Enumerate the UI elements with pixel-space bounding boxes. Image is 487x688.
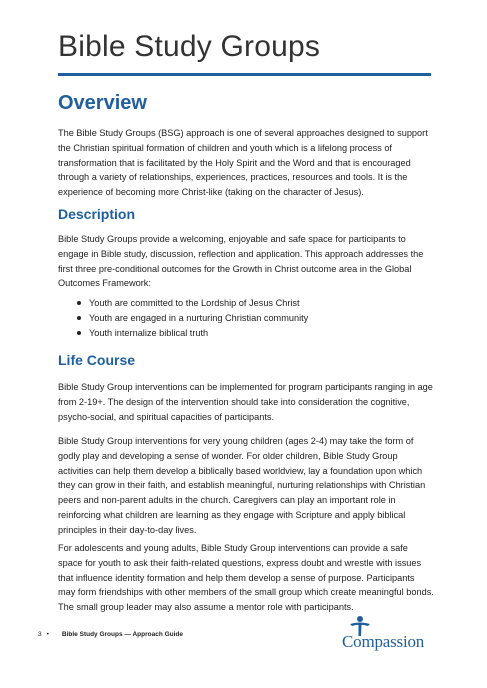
description-paragraph: Bible Study Groups provide a welcoming, enjoyable and safe space for participants to engage in Bible study, discussion, reflection and application. This approach addresses the first three pre-conditional outcomes for the Growth in Christ outcome area in the Global Outcomes Framework: [58, 234, 424, 289]
bullet-icon [77, 316, 81, 320]
list-item-text: Youth are committed to the Lordship of Jesus Christ [89, 298, 300, 308]
list-item [58, 296, 308, 311]
overview-heading: Overview [58, 92, 147, 114]
bullet-icon [77, 301, 81, 305]
description-heading: Description [58, 206, 136, 222]
page-number: 3 [38, 631, 42, 638]
list-item [58, 326, 308, 341]
overview-paragraph: The Bible Study Groups (BSG) approach is one of several approaches designed to support the Christian spiritual formation of children and youth which is a lifelong process of transformation that is facilitated by the Holy Spirit and the Word and that is encouraged through a variety of relationships, experiences, practices, resources and tools. It is the experience of becoming more Christ-like (taking on the character of Jesus). [58, 128, 428, 198]
life-course-paragraph: Bible Study Group interventions can be implemented for program participants ranging in age from 2-19+. The design of the intervention should take into consideration the cognitive, psycho-social, and spiritual capacities of participants. [58, 382, 433, 422]
page-footer [38, 631, 183, 638]
life-course-heading: Life Course [58, 352, 136, 368]
bullet-icon [77, 331, 81, 335]
compassion-logo [342, 615, 442, 655]
life-course-paragraph: Bible Study Group interventions for very young children (ages 2-4) may take the form of godly play and developing a sense of wonder. For older children, Bible Study Group activities can help them develop a biblically based worldview, lay a foundation upon which they can grow in their faith, and establish meaningful, nurturing relationships with Christian peers and non-parent adults in the church. Caregivers can play an important role in reinforcing what children are learning as they engage with Scripture and apply biblical principles in their day-to-day lives. [58, 436, 426, 535]
footer-separator: • [46, 631, 49, 638]
list-item-text: Youth are engaged in a nurturing Christian community [89, 312, 309, 323]
logo-wordmark: Compassion [342, 632, 425, 651]
title-rule [58, 73, 431, 76]
outcomes-list [58, 296, 308, 340]
footer-document-title: Bible Study Groups — Approach Guide [61, 631, 184, 638]
page-title: Bible Study Groups [58, 30, 321, 63]
life-course-paragraph: For adolescents and young adults, Bible Study Group interventions can provide a safe space for youth to ask their faith-related questions, express doubt and wrestle with issues that influence identity formation and help them develop a sense of purpose. Participants may form friendships with other members of the small group which create meaningful bonds. The small group leader may also assume a mentor role with participants. [58, 543, 434, 613]
list-item [58, 311, 308, 326]
list-item-text: Youth internalize biblical truth [89, 327, 209, 338]
